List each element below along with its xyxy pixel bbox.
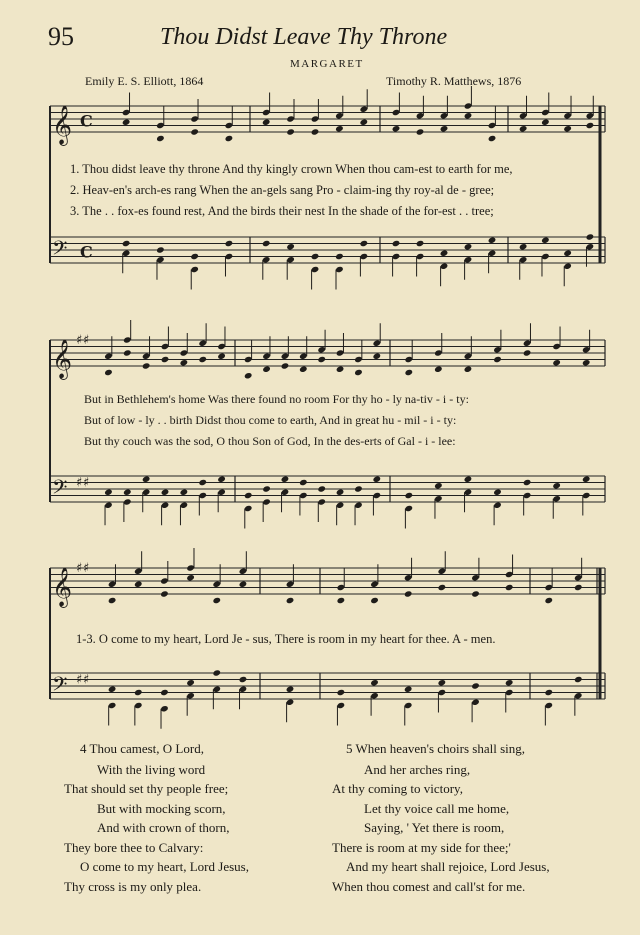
note-head (104, 489, 113, 496)
note-head (317, 356, 326, 363)
note-head (464, 476, 473, 483)
note-head (471, 590, 480, 597)
key-signature-sharp: ♯ (76, 672, 83, 688)
note-head (180, 359, 189, 366)
note-head (239, 676, 248, 683)
note-head (434, 366, 443, 373)
key-signature-sharp: ♯ (83, 561, 90, 576)
note-head (488, 237, 497, 244)
key-signature-sharp: ♯ (83, 672, 90, 688)
note-head (225, 240, 234, 247)
note-head (299, 366, 308, 373)
note-head (440, 125, 449, 132)
note-head (523, 349, 532, 356)
note-head (134, 581, 143, 588)
system1-verse-2: 2. Heav-en's arch-es rang When the an-gels sang Pro - claim-ing thy roy-al de - gree; (70, 183, 495, 197)
note-head (552, 482, 561, 489)
note-head (440, 250, 449, 257)
bass-clef: 𝄢 (52, 236, 68, 265)
stanza4-line: With the living word (97, 762, 206, 777)
stanza5-line: And my heart shall rejoice, Lord Jesus, (346, 859, 550, 874)
note-head (519, 243, 528, 250)
treble-clef: 𝄞 (52, 567, 73, 607)
note-head (142, 362, 151, 369)
note-head (464, 366, 473, 373)
hymn-number: 95 (48, 22, 74, 51)
note-head (337, 689, 346, 696)
note-head (123, 489, 132, 496)
note-head (142, 476, 151, 483)
note-head (373, 353, 382, 360)
note-head (317, 485, 326, 492)
key-signature-sharp: ♯ (76, 475, 83, 491)
bass-clef: 𝄢 (52, 672, 68, 701)
system2-verse-3: But thy couch was the sod, O thou Son of God, In the des-erts of Gal - i - lee: (84, 434, 456, 448)
note-head (123, 349, 132, 356)
note-head (574, 584, 583, 591)
stanza5-line: There is room at my side for thee;' (332, 840, 511, 855)
stanza4-line: O come to my heart, Lord Jesus, (80, 859, 249, 874)
note-head (281, 476, 290, 483)
note-head (336, 366, 345, 373)
note-head (337, 597, 346, 604)
note-head (161, 356, 170, 363)
note-head (582, 476, 591, 483)
note-head (311, 253, 320, 260)
tune-name: MARGARET (290, 58, 364, 70)
note-head (190, 253, 199, 260)
note-head (311, 128, 320, 135)
note-head (405, 369, 414, 376)
note-head (464, 243, 473, 250)
note-head (404, 686, 413, 693)
note-head (217, 476, 226, 483)
note-head (335, 253, 344, 260)
note-head (336, 489, 345, 496)
note-head (160, 590, 169, 597)
system2-verse-2: But of low - ly . . birth Didst thou come to earth, And in great hu - mil - i - ty: (84, 413, 457, 427)
note-head (156, 135, 165, 142)
note-head (262, 119, 271, 126)
note-head (493, 489, 502, 496)
note-head (186, 679, 195, 686)
key-signature-sharp: ♯ (83, 333, 90, 348)
key-signature-sharp: ♯ (76, 333, 83, 348)
note-head (586, 122, 595, 129)
note-head (544, 597, 553, 604)
note-head (198, 356, 207, 363)
note-head (438, 584, 447, 591)
note-head (544, 689, 553, 696)
refrain-lyrics: 1-3. O come to my heart, Lord Je - sus, There is room in my heart for thee. A - men. (76, 632, 496, 646)
note-head (156, 246, 165, 253)
note-head (582, 359, 591, 366)
note-head (438, 679, 447, 686)
note-head (471, 682, 480, 689)
composer-credit: Timothy R. Matthews, 1876 (386, 74, 522, 88)
note-head (405, 492, 414, 499)
stanza5-line: 5 When heaven's choirs shall sing, (346, 741, 526, 756)
note-head (198, 479, 207, 486)
note-head (563, 125, 572, 132)
note-head (404, 590, 413, 597)
stanza4-line: That should set thy people free; (64, 781, 229, 796)
note-head (519, 125, 528, 132)
note-head (262, 485, 271, 492)
note-head (122, 240, 131, 247)
stanza4-line: They bore thee to Calvary: (64, 840, 204, 855)
note-head (335, 125, 344, 132)
note-head (244, 492, 253, 499)
note-head (225, 135, 234, 142)
note-head (360, 240, 369, 247)
note-head (134, 689, 143, 696)
time-signature: C (80, 111, 93, 131)
note-head (563, 250, 572, 257)
stanza4-line: 4 Thou camest, O Lord, (80, 741, 204, 756)
note-head (505, 679, 514, 686)
note-head (552, 359, 561, 366)
stanza5-line: Saying, ' Yet there is room, (364, 820, 505, 835)
note-head (464, 112, 473, 119)
stanza4-line: And with crown of thorn, (97, 820, 230, 835)
stanza4-line: But with mocking scorn, (97, 801, 226, 816)
note-head (493, 356, 502, 363)
note-head (370, 679, 379, 686)
note-head (416, 240, 425, 247)
author-credit: Emily E. S. Elliott, 1864 (85, 74, 204, 88)
note-head (262, 366, 271, 373)
note-head (392, 125, 401, 132)
stanza5-line: Let thy voice call me home, (364, 801, 510, 816)
note-head (281, 362, 290, 369)
note-head (286, 243, 295, 250)
note-head (217, 353, 226, 360)
note-head (122, 119, 131, 126)
note-head (354, 369, 363, 376)
note-head (360, 119, 369, 126)
note-head (354, 485, 363, 492)
note-head (212, 669, 221, 676)
note-head (104, 369, 113, 376)
note-head (488, 135, 497, 142)
note-head (244, 372, 253, 379)
note-head (370, 597, 379, 604)
note-head (299, 479, 308, 486)
system1-verse-1: 1. Thou didst leave thy throne And thy kingly crown When thou cam-est to earth for me, (70, 162, 513, 176)
treble-clef: 𝄞 (52, 105, 73, 145)
system2-verse-1: But in Bethlehem's home Was there found no room For thy ho - ly na-tiv - i - ty: (84, 392, 469, 406)
note-head (180, 489, 189, 496)
system1-verse-3: 3. The . . fox-es found rest, And the birds their nest In the shade of the for-est . . tree; (70, 204, 494, 218)
note-head (160, 689, 169, 696)
bass-clef: 𝄢 (52, 475, 68, 504)
note-head (108, 597, 117, 604)
note-head (286, 597, 295, 604)
time-signature: C (80, 242, 93, 262)
stanza4-line: Thy cross is my only plea. (64, 879, 202, 894)
note-head (434, 482, 443, 489)
stanza5-line: When thou comest and call'st for me. (332, 879, 526, 894)
note-head (373, 476, 382, 483)
note-head (574, 676, 583, 683)
note-head (416, 128, 425, 135)
hymn-title: Thou Didst Leave Thy Throne (160, 24, 448, 50)
note-head (108, 686, 117, 693)
note-head (190, 128, 199, 135)
key-signature-sharp: ♯ (83, 475, 90, 491)
note-head (505, 584, 514, 591)
note-head (186, 574, 195, 581)
key-signature-sharp: ♯ (76, 561, 83, 576)
note-head (161, 489, 170, 496)
treble-clef: 𝄞 (52, 339, 73, 379)
note-head (541, 119, 550, 126)
note-head (541, 237, 550, 244)
note-head (586, 233, 595, 240)
note-head (286, 686, 295, 693)
note-head (392, 240, 401, 247)
note-head (262, 240, 271, 247)
note-head (286, 128, 295, 135)
note-head (523, 479, 532, 486)
stanza5-line: At thy coming to victory, (332, 781, 463, 796)
note-head (239, 581, 248, 588)
stanza5-line: And her arches ring, (364, 762, 471, 777)
note-head (212, 597, 221, 604)
